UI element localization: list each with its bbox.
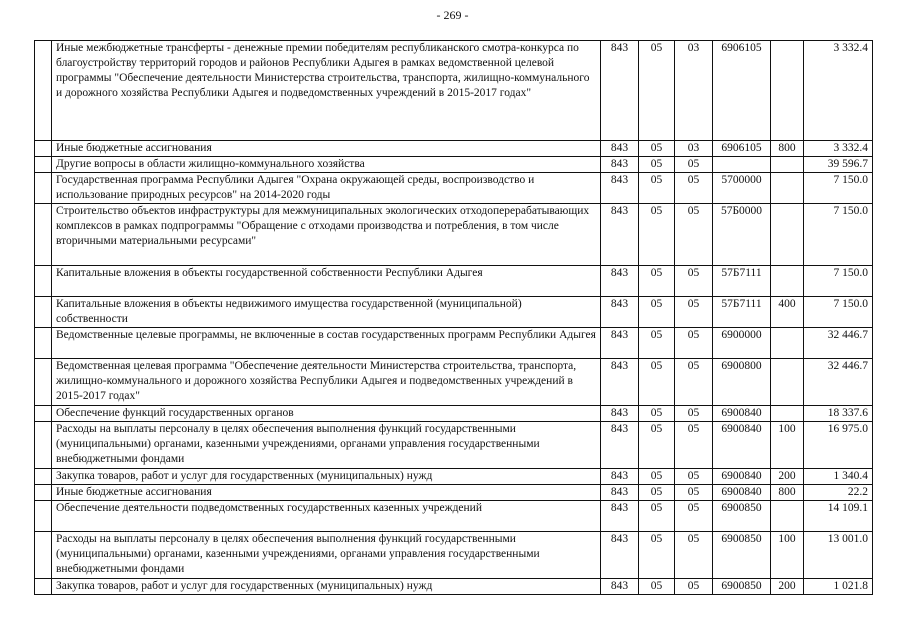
row-margin-cell xyxy=(35,328,52,359)
row-margin-cell xyxy=(35,266,52,297)
section-code-cell: 05 xyxy=(639,328,675,359)
table-row xyxy=(35,501,873,532)
amount-cell: 7 150.0 xyxy=(804,173,873,204)
row-name-cell: Обеспечение функций государственных органов xyxy=(52,406,601,422)
row-name-cell: Капитальные вложения в объекты недвижимого имущества государственной (муниципальной) собственности xyxy=(52,297,601,328)
amount-cell: 14 109.1 xyxy=(804,501,873,532)
ministry-code-cell: 843 xyxy=(601,266,639,297)
expense-type-cell xyxy=(771,328,804,359)
row-name-cell: Иные бюджетные ассигнования xyxy=(52,141,601,157)
section-code-cell: 05 xyxy=(639,532,675,579)
row-margin-cell xyxy=(35,579,52,595)
amount-cell: 18 337.6 xyxy=(804,406,873,422)
row-name-cell: Иные межбюджетные трансферты - денежные премии победителям республиканского смотра-конкурса по благоустройству территорий городов и районов Республики Адыгея в рамках ведомственной целевой программы "Обеспечение деятельности Министерства строительства, транспорта, жилищно-коммунального и дорожного хозяйства Республики Адыгея и подведомственных учреждений в 2015-2017 годах" xyxy=(52,41,601,141)
table-row xyxy=(35,41,873,141)
amount-cell: 32 446.7 xyxy=(804,328,873,359)
budget-table xyxy=(34,40,873,595)
row-margin-cell xyxy=(35,485,52,501)
ministry-code-cell: 843 xyxy=(601,41,639,141)
subsection-code-cell: 05 xyxy=(675,173,713,204)
section-code-cell: 05 xyxy=(639,157,675,173)
table-row xyxy=(35,532,873,579)
ministry-code-cell: 843 xyxy=(601,406,639,422)
subsection-code-cell: 05 xyxy=(675,532,713,579)
ministry-code-cell: 843 xyxy=(601,501,639,532)
ministry-code-cell: 843 xyxy=(601,422,639,469)
expense-type-cell xyxy=(771,41,804,141)
table-row xyxy=(35,204,873,266)
section-code-cell: 05 xyxy=(639,422,675,469)
target-article-cell: 6906105 xyxy=(713,141,771,157)
row-margin-cell xyxy=(35,141,52,157)
expense-type-cell xyxy=(771,173,804,204)
amount-cell: 39 596.7 xyxy=(804,157,873,173)
section-code-cell: 05 xyxy=(639,406,675,422)
row-margin-cell xyxy=(35,204,52,266)
section-code-cell: 05 xyxy=(639,579,675,595)
table-row xyxy=(35,579,873,595)
table-row xyxy=(35,485,873,501)
row-margin-cell xyxy=(35,532,52,579)
amount-cell: 7 150.0 xyxy=(804,204,873,266)
subsection-code-cell: 05 xyxy=(675,204,713,266)
expense-type-cell xyxy=(771,501,804,532)
section-code-cell: 05 xyxy=(639,266,675,297)
subsection-code-cell: 05 xyxy=(675,422,713,469)
row-name-cell: Закупка товаров, работ и услуг для государственных (муниципальных) нужд xyxy=(52,469,601,485)
table-row xyxy=(35,406,873,422)
subsection-code-cell: 03 xyxy=(675,41,713,141)
amount-cell: 1 021.8 xyxy=(804,579,873,595)
target-article-cell: 6906105 xyxy=(713,41,771,141)
expense-type-cell: 400 xyxy=(771,297,804,328)
amount-cell: 1 340.4 xyxy=(804,469,873,485)
table-row xyxy=(35,157,873,173)
row-name-cell: Строительство объектов инфраструктуры для межмуниципальных экологических отходоперерабатывающих комплексов в рамках подпрограммы "Обращение с отходами производства и потребления, в том числе вторичными материальными ресурсами" xyxy=(52,204,601,266)
ministry-code-cell: 843 xyxy=(601,485,639,501)
row-name-cell: Иные бюджетные ассигнования xyxy=(52,485,601,501)
ministry-code-cell: 843 xyxy=(601,469,639,485)
target-article-cell: 6900850 xyxy=(713,532,771,579)
table-row xyxy=(35,359,873,406)
amount-cell: 32 446.7 xyxy=(804,359,873,406)
section-code-cell: 05 xyxy=(639,141,675,157)
expense-type-cell xyxy=(771,359,804,406)
expense-type-cell: 800 xyxy=(771,141,804,157)
expense-type-cell: 100 xyxy=(771,422,804,469)
amount-cell: 7 150.0 xyxy=(804,297,873,328)
row-name-cell: Закупка товаров, работ и услуг для государственных (муниципальных) нужд xyxy=(52,579,601,595)
subsection-code-cell: 05 xyxy=(675,469,713,485)
target-article-cell: 6900840 xyxy=(713,406,771,422)
expense-type-cell: 800 xyxy=(771,485,804,501)
expense-type-cell xyxy=(771,406,804,422)
row-margin-cell xyxy=(35,422,52,469)
subsection-code-cell: 05 xyxy=(675,501,713,532)
subsection-code-cell: 05 xyxy=(675,485,713,501)
expense-type-cell: 200 xyxy=(771,469,804,485)
expense-type-cell xyxy=(771,266,804,297)
target-article-cell: 57Б0000 xyxy=(713,204,771,266)
row-name-cell: Обеспечение деятельности подведомственных государственных казенных учреждений xyxy=(52,501,601,532)
table-row xyxy=(35,422,873,469)
row-margin-cell xyxy=(35,469,52,485)
ministry-code-cell: 843 xyxy=(601,204,639,266)
row-margin-cell xyxy=(35,157,52,173)
subsection-code-cell: 05 xyxy=(675,266,713,297)
row-name-cell: Расходы на выплаты персоналу в целях обеспечения выполнения функций государственными (муниципальными) органами, казенными учреждениями, органами управления государственными внебюджетными фондами xyxy=(52,422,601,469)
amount-cell: 13 001.0 xyxy=(804,532,873,579)
section-code-cell: 05 xyxy=(639,173,675,204)
target-article-cell: 6900840 xyxy=(713,485,771,501)
table-row xyxy=(35,141,873,157)
target-article-cell: 57Б7111 xyxy=(713,266,771,297)
expense-type-cell: 100 xyxy=(771,532,804,579)
table-row xyxy=(35,173,873,204)
section-code-cell: 05 xyxy=(639,469,675,485)
target-article-cell xyxy=(713,157,771,173)
amount-cell: 7 150.0 xyxy=(804,266,873,297)
row-margin-cell xyxy=(35,406,52,422)
subsection-code-cell: 05 xyxy=(675,359,713,406)
section-code-cell: 05 xyxy=(639,485,675,501)
table-row xyxy=(35,469,873,485)
row-name-cell: Другие вопросы в области жилищно-коммунального хозяйства xyxy=(52,157,601,173)
ministry-code-cell: 843 xyxy=(601,359,639,406)
target-article-cell: 6900840 xyxy=(713,422,771,469)
section-code-cell: 05 xyxy=(639,41,675,141)
ministry-code-cell: 843 xyxy=(601,297,639,328)
ministry-code-cell: 843 xyxy=(601,157,639,173)
target-article-cell: 6900850 xyxy=(713,579,771,595)
amount-cell: 3 332.4 xyxy=(804,141,873,157)
target-article-cell: 5700000 xyxy=(713,173,771,204)
expense-type-cell xyxy=(771,157,804,173)
target-article-cell: 6900850 xyxy=(713,501,771,532)
section-code-cell: 05 xyxy=(639,359,675,406)
row-margin-cell xyxy=(35,501,52,532)
row-margin-cell xyxy=(35,41,52,141)
table-row xyxy=(35,266,873,297)
target-article-cell: 6900800 xyxy=(713,359,771,406)
subsection-code-cell: 05 xyxy=(675,157,713,173)
amount-cell: 22.2 xyxy=(804,485,873,501)
table-row xyxy=(35,297,873,328)
subsection-code-cell: 05 xyxy=(675,328,713,359)
table-row xyxy=(35,328,873,359)
subsection-code-cell: 05 xyxy=(675,579,713,595)
ministry-code-cell: 843 xyxy=(601,141,639,157)
ministry-code-cell: 843 xyxy=(601,173,639,204)
row-name-cell: Капитальные вложения в объекты государственной собственности Республики Адыгея xyxy=(52,266,601,297)
target-article-cell: 6900000 xyxy=(713,328,771,359)
row-name-cell: Ведомственная целевая программа "Обеспечение деятельности Министерства строительства, транспорта, жилищно-коммунального и дорожного хозяйства Республики Адыгея и подведомственных учреждений в 2015-2017 годах" xyxy=(52,359,601,406)
row-margin-cell xyxy=(35,173,52,204)
row-name-cell: Расходы на выплаты персоналу в целях обеспечения выполнения функций государственными (муниципальными) органами, казенными учреждениями, органами управления государственными внебюджетными фондами xyxy=(52,532,601,579)
row-name-cell: Государственная программа Республики Адыгея "Охрана окружающей среды, воспроизводство и использование природных ресурсов" на 2014-2020 годы xyxy=(52,173,601,204)
section-code-cell: 05 xyxy=(639,204,675,266)
expense-type-cell: 200 xyxy=(771,579,804,595)
ministry-code-cell: 843 xyxy=(601,532,639,579)
amount-cell: 16 975.0 xyxy=(804,422,873,469)
subsection-code-cell: 05 xyxy=(675,297,713,328)
row-margin-cell xyxy=(35,359,52,406)
target-article-cell: 57Б7111 xyxy=(713,297,771,328)
ministry-code-cell: 843 xyxy=(601,328,639,359)
expense-type-cell xyxy=(771,204,804,266)
subsection-code-cell: 03 xyxy=(675,141,713,157)
target-article-cell: 6900840 xyxy=(713,469,771,485)
subsection-code-cell: 05 xyxy=(675,406,713,422)
page-number: - 269 - xyxy=(436,8,469,22)
amount-cell: 3 332.4 xyxy=(804,41,873,141)
ministry-code-cell: 843 xyxy=(601,579,639,595)
section-code-cell: 05 xyxy=(639,297,675,328)
row-margin-cell xyxy=(35,297,52,328)
row-name-cell: Ведомственные целевые программы, не включенные в состав государственных программ Республики Адыгея xyxy=(52,328,601,359)
section-code-cell: 05 xyxy=(639,501,675,532)
